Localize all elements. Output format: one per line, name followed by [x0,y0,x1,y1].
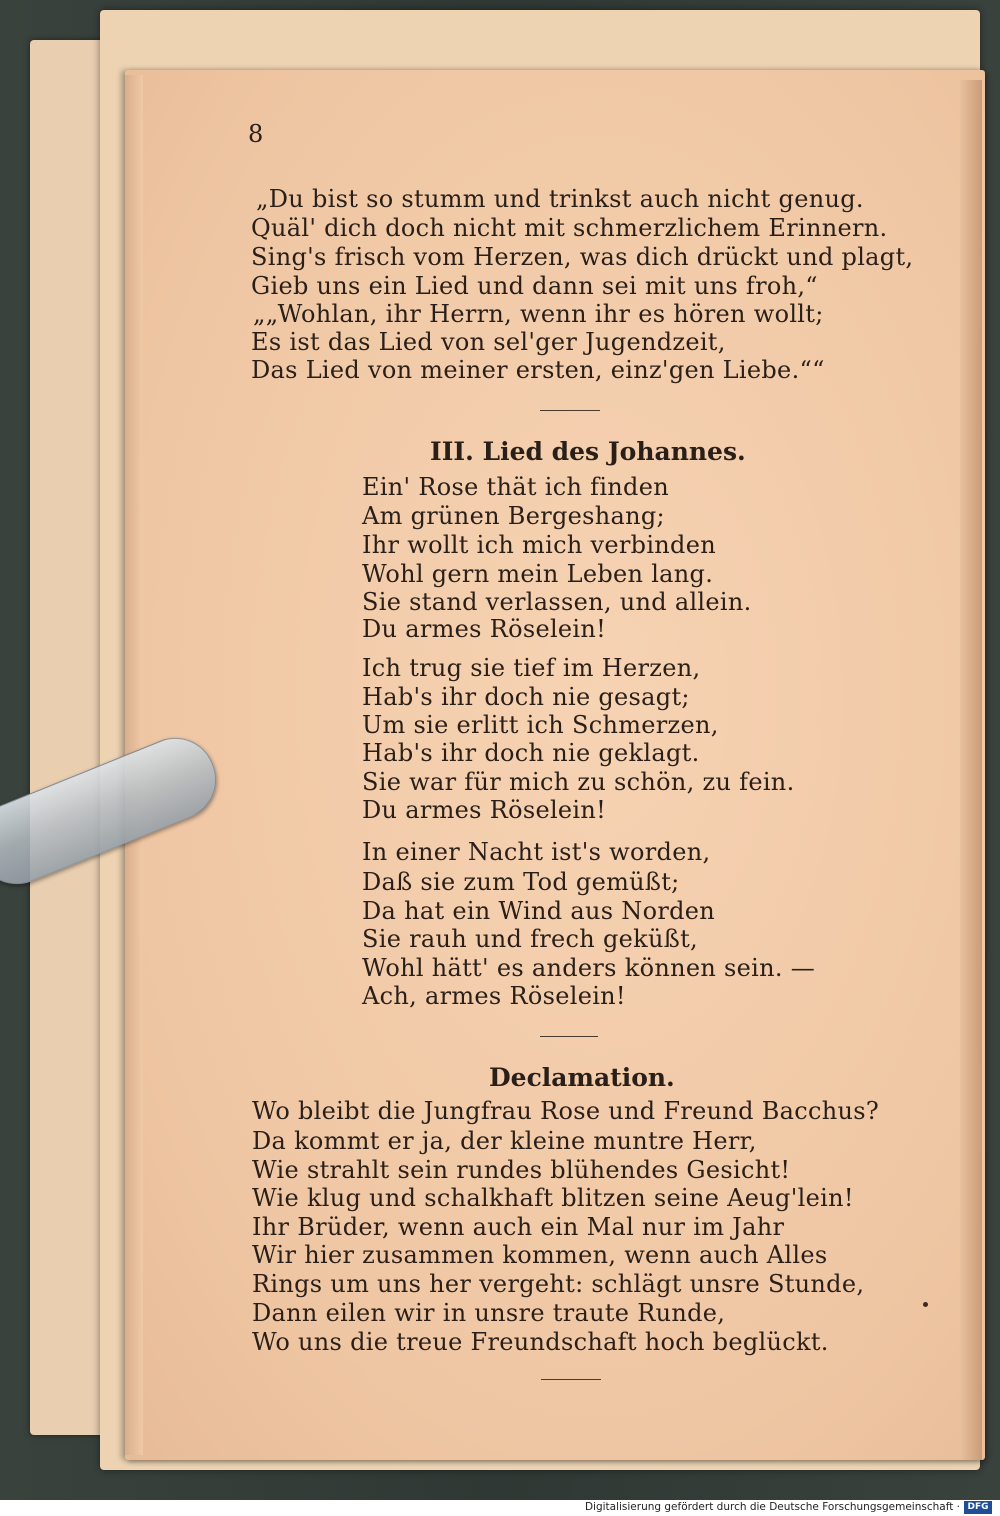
stanza1-line: Am grünen Bergeshang; [362,502,665,530]
stanza1-line: Ein' Rose thät ich finden [362,473,669,501]
declamation-line: Wie klug und schalkhaft blitzen seine Aeug'lein! [252,1184,854,1212]
declamation-line: Da kommt er ja, der kleine muntre Herr, [252,1127,757,1155]
declamation-line: Dann eilen wir in unsre traute Runde, [252,1299,726,1327]
stanza3-line: Wohl hätt' es anders können sein. — [362,954,816,982]
declamation-line: Wo bleibt die Jungfrau Rose und Freund Bacchus? [252,1097,880,1125]
intro-line: „„Wohlan, ihr Herrn, wenn ihr es hören wollt; [253,300,824,328]
stanza1-line: Du armes Röselein! [362,615,607,643]
dfg-logo[interactable]: DFG [964,1501,992,1514]
stanza2-line: Du armes Röselein! [362,796,607,824]
stanza2-line: Hab's ihr doch nie gesagt; [362,683,690,711]
stanza1-line: Wohl gern mein Leben lang. [362,560,714,588]
declamation-line: Ihr Brüder, wenn auch ein Mal nur im Jahr [252,1213,785,1241]
section-divider [540,1036,598,1037]
declamation-line: Wie strahlt sein rundes blühendes Gesicht! [252,1156,791,1184]
declamation-title: Declamation. [489,1063,675,1092]
intro-line: Es ist das Lied von sel'ger Jugendzeit, [251,328,726,356]
intro-line: Gieb uns ein Lied und dann sei mit uns froh,“ [251,272,818,300]
section-divider [541,1379,601,1380]
intro-line: Quäl' dich doch nicht mit schmerzlichem Erinnern. [251,214,888,242]
stanza2-line: Ich trug sie tief im Herzen, [362,654,701,682]
intro-line: Das Lied von meiner ersten, einz'gen Liebe.““ [251,356,825,384]
declamation-line: Rings um uns her vergeht: schlägt unsre Stunde, [252,1270,865,1298]
stanza3-line: In einer Nacht ist's worden, [362,838,711,866]
intro-line: „Du bist so stumm und trinkst auch nicht genug. [256,185,864,213]
footer-credit: Digitalisierung gefördert durch die Deutsche Forschungsgemeinschaft · [584,1501,960,1513]
declamation-line: Wo uns die treue Freundschaft hoch beglückt. [252,1328,829,1356]
page-right-edge [960,80,982,1460]
stanza3-line: Sie rauh und frech geküßt, [362,925,698,953]
stanza3-line: Da hat ein Wind aus Norden [362,897,716,925]
stanza2-line: Hab's ihr doch nie geklagt. [362,739,700,767]
stanza1-line: Ihr wollt ich mich verbinden [362,531,716,559]
stanza3-line: Daß sie zum Tod gemüßt; [362,868,680,896]
stanza2-line: Um sie erlitt ich Schmerzen, [362,711,719,739]
section-divider [540,410,600,411]
page-number: 8 [248,120,264,148]
stanza1-line: Sie stand verlassen, und allein. [362,588,752,616]
stanza2-line: Sie war für mich zu schön, zu fein. [362,768,795,796]
song-title: III. Lied des Johannes. [430,437,746,466]
ink-spot [923,1302,928,1307]
intro-line: Sing's frisch vom Herzen, was dich drückt und plagt, [251,243,914,271]
stanza3-line: Ach, armes Röselein! [362,982,626,1010]
declamation-line: Wir hier zusammen kommen, wenn auch Alles [252,1241,828,1269]
